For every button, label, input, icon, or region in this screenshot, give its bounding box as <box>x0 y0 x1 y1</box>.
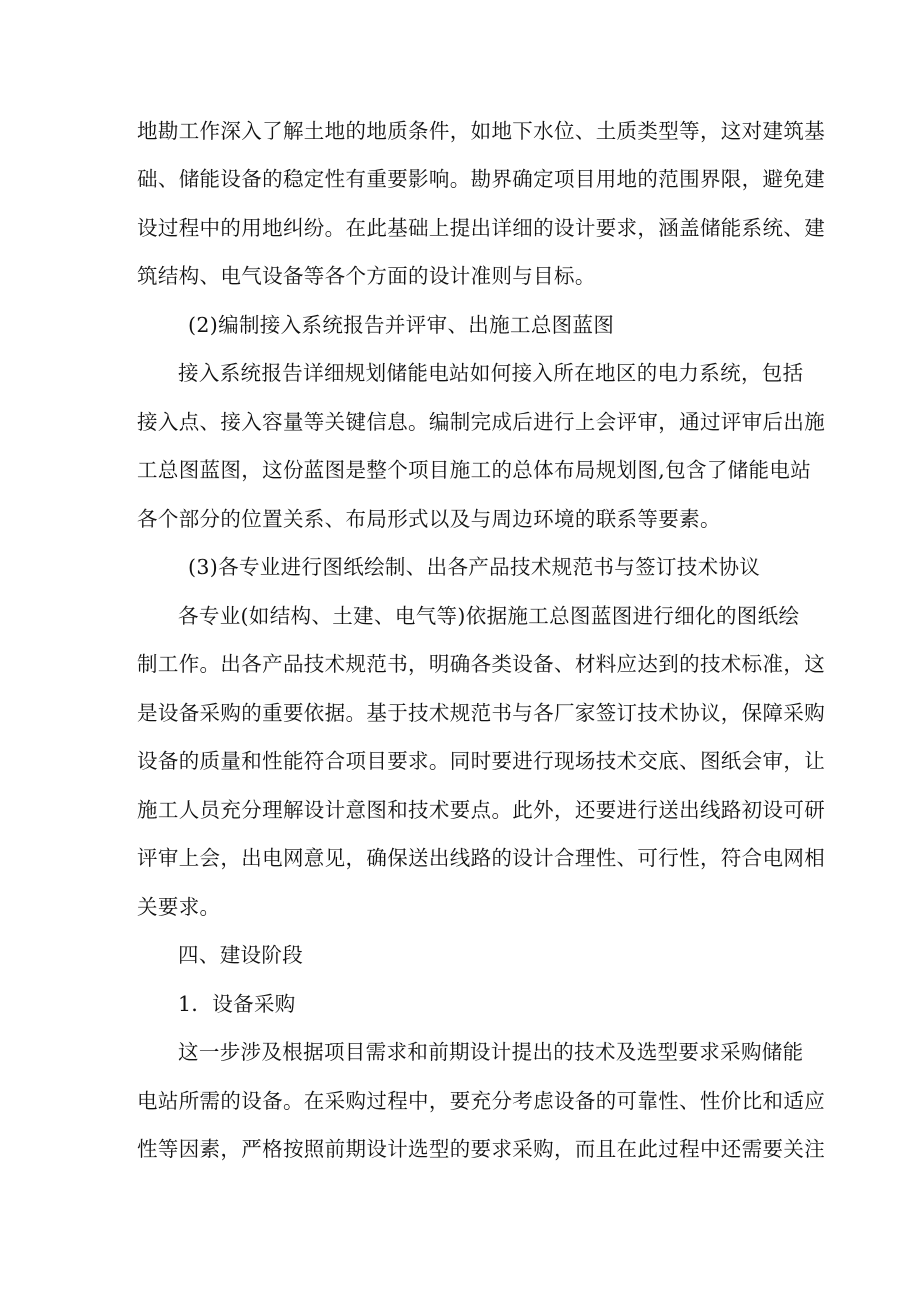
paragraph-line: 各个部分的位置关系、布局形式以及与周边环境的联系等要素。 <box>137 507 721 531</box>
chapter-heading: 四、建设阶段 <box>178 943 304 967</box>
paragraph-line: 关要求。 <box>137 895 221 919</box>
paragraph-line: 接入系统报告详细规划储能电站如何接入所在地区的电力系统，包括 <box>178 361 804 385</box>
paragraph-line: 这一步涉及根据项目需求和前期设计提出的技术及选型要求采购储能 <box>178 1040 804 1064</box>
paragraph-line: 接入点、接入容量等关键信息。编制完成后进行上会评审，通过评审后出施 <box>137 410 826 434</box>
paragraph-line: 评审上会，出电网意见，确保送出线路的设计合理性、可行性，符合电网相 <box>137 846 826 870</box>
section-heading: (2)编制接入系统报告并评审、出施工总图蓝图 <box>188 313 615 337</box>
subsection-heading: 1．设备采购 <box>178 992 296 1016</box>
paragraph-line: 设过程中的用地纠纷。在此基础上提出详细的设计要求，涵盖储能系统、建 <box>137 216 826 240</box>
paragraph-line: 工总图蓝图，这份蓝图是整个项目施工的总体布局规划图,包含了储能电站 <box>137 458 812 482</box>
section-heading: (3)各专业进行图纸绘制、出各产品技术规范书与签订技术协议 <box>188 555 761 579</box>
paragraph-line: 础、储能设备的稳定性有重要影响。勘界确定项目用地的范围界限，避免建 <box>137 167 826 191</box>
paragraph-line: 设备的质量和性能符合项目要求。同时要进行现场技术交底、图纸会审，让 <box>137 749 826 773</box>
paragraph-line: 地勘工作深入了解土地的地质条件，如地下水位、土质类型等，这对建筑基 <box>137 119 826 143</box>
paragraph-line: 性等因素，严格按照前期设计选型的要求采购，而且在此过程中还需要关注 <box>137 1137 826 1161</box>
paragraph-line: 制工作。出各产品技术规范书，明确各类设备、材料应达到的技术标准，这 <box>137 652 826 676</box>
paragraph-line: 筑结构、电气设备等各个方面的设计准则与目标。 <box>137 264 596 288</box>
paragraph-line: 电站所需的设备。在采购过程中，要充分考虑设备的可靠性、性价比和适应 <box>137 1089 826 1113</box>
paragraph-line: 各专业(如结构、土建、电气等)依据施工总图蓝图进行细化的图纸绘 <box>178 604 800 628</box>
paragraph-line: 施工人员充分理解设计意图和技术要点。此外，还要进行送出线路初设可研 <box>137 798 826 822</box>
paragraph-line: 是设备采购的重要依据。基于技术规范书与各厂家签订技术协议，保障采购 <box>137 701 826 725</box>
